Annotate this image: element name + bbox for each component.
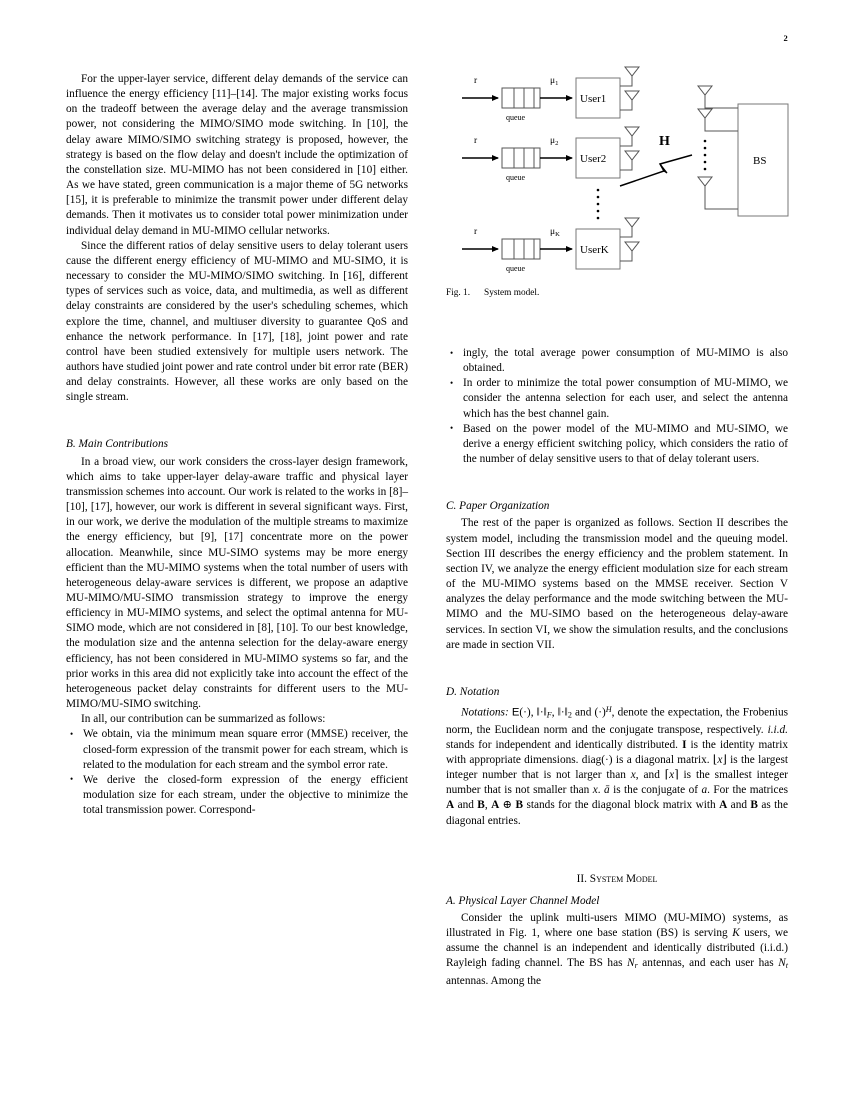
figure-system-model <box>446 64 790 314</box>
paragraph-cross-layer-design: In a broad view, our work considers the cross-layer design framework, which aims to take upper-layer delay-aware traffic and physical layer transmission schemes into account. Our work is related to the works in [8]–[10], [17], however, our work is different in several significant ways. First, in our work, we derive the modulation of the multiple streams to maximize the energy efficiency, but [9], [17] concentrate more on the power allocation. Meanwhile, since MU-SIMO systems may be more energy efficient than the MU-MIMO systems when the total number of users with heterogeneous delay-aware services is different, we propose an adaptive MU-MIMO/MU-SIMO transmission strategy to improve the energy efficiency in MU-MIMO systems, and select the optimal antenna for MU-SIMO mode, which are not considered in [8], [10]. To our best knowledge, the modulation size and the antenna selection for the delay-aware energy efficiency, has not been considered in MU-MIMO systems so far, and the prior works in this area did not explicitly take into account the effect of the heterogeneous packet delay constraints for different users to the MU-MIMO/MU-SIMO switching. <box>66 455 408 711</box>
queue-label-1: queue <box>506 113 526 122</box>
user-box-label-k: UserK <box>580 244 609 256</box>
channel-matrix-label: H <box>659 134 670 149</box>
system-model-diagram <box>446 64 790 314</box>
service-rate-label-2: $\mu_2$ <box>550 136 559 147</box>
list-item: • In order to minimize the total power consumption of MU-MIMO, we consider the antenna selection for each user, and select the antenna which has the best channel gain. <box>446 376 788 421</box>
service-rate-label-k: $\mu_K$ <box>550 227 560 238</box>
user-box-label-1: User1 <box>580 93 607 105</box>
bullet-continuation-text: ingly, the total average power consumption of MU-MIMO is also obtained. <box>463 347 788 375</box>
list-item-continuation <box>446 346 788 376</box>
section-number: II. <box>576 872 587 885</box>
page-number: 2 <box>783 33 788 43</box>
heading-notation: D. Notation <box>446 685 500 698</box>
arrival-rate-label-2: r <box>474 136 478 146</box>
user-row-2 <box>462 127 639 182</box>
service-rate-label-1: $\mu_1$ <box>550 76 559 87</box>
arrival-rate-label-1: r <box>474 76 478 86</box>
paragraph-notation: Notations: E(·), $‖\cdot‖_F$, $‖\cdot‖_2$ and $(\cdot)^H$, denote the expectation, the Frobenius norm, the Euclidean norm and the conjugate transpose, respectively. i.i.d. stands for independent and identically distributed. I is the identity matrix with appropriate dimensions. diag(·) is a diagonal matrix. ⌊x⌋ is the largest integer number that is not larger than x, and ⌈x⌉ is the smallest integer number that is not smaller than x. ā is the conjugate of a. For the matrices A and B, A ⊕ B stands for the diagonal block matrix with A and B as the diagonal entries. <box>446 704 788 827</box>
paragraph-uplink-mimo: Consider the uplink multi-users MIMO (MU-MIMO) systems, as illustrated in Fig. 1, where one base station (BS) is serving K users, we assume the channel is an independent and identically distributed (i.i.d.) Rayleigh fading channel. The BS has $N_r$ antennas, and each user has $N_t$ antennas. Among the <box>446 911 788 987</box>
notation-lead-label: Notations: <box>461 706 509 719</box>
queue-label-k: queue <box>506 264 526 273</box>
channel-link <box>620 134 692 186</box>
figure-caption-text: System model. <box>484 288 540 298</box>
figure-caption-label: Fig. 1. <box>446 288 471 298</box>
heading-main-contributions: B. Main Contributions <box>66 438 168 451</box>
heading-physical-layer-channel-model: A. Physical Layer Channel Model <box>446 894 600 907</box>
paragraph-upper-layer-service: For the upper-layer service, different delay demands of the service can influence the energy efficiency [11]–[14]. The major existing works focus on the tradeoff between the average delay and the average transmission power, not considering the MIMO/SIMO mode switching. In [10], the delay aware MIMO/SIMO switching strategy is proposed, however, the strategy is based on the flow delay and doesn't include the optimization of the constellation size. MU-MIMO has not been considered in [10] either. As we have stated, green communication is a major theme of 5G networks [15], it is preferable to minimize the transmit power under different delay demands. Then it motivates us to consider total power minimization under individual delay demand in MU-MIMO cellular networks. <box>66 73 408 237</box>
heading-section-two <box>446 872 788 887</box>
contribution-bullet-list <box>66 727 408 818</box>
bs-label: BS <box>753 155 767 167</box>
left-column <box>66 72 408 818</box>
user-row-1 <box>462 67 639 122</box>
heading-paper-organization: C. Paper Organization <box>446 500 550 513</box>
paragraph-delay-ratios: Since the different ratios of delay sensitive users to delay tolerant users cause the different energy efficiency of MU-MIMO and MU-SIMO, it is necessary to consider the MU-MIMO/SIMO switching. In [16], different types of services such as voice, data, and multimedia, as well as different delay constraints are considered by the user's scheduling schemes, which explore the time, channel, and multiuser diversity to guarantee QoS and enhance the network performance. In [17], [18], joint power and rate control have been studied extensively for multiple users network. The authors have studied joint power and rate control under bit error rate (BER) and delay constraints. However, all these works are only based on the single stream. <box>66 239 408 404</box>
section-title: System Model <box>589 872 658 885</box>
list-item: • We derive the closed-form expression of the energy efficient modulation size for each stream, under the objective to minimize the total transmission power. Correspond- <box>66 773 408 818</box>
paragraph-contribution-lead-in: In all, our contribution can be summarized as follows: <box>81 713 326 726</box>
list-item: • We obtain, via the minimum mean square error (MMSE) receiver, the closed-form expression of the transmit power for each stream, which is related to the modulation for each stream and the symbol error rate. <box>66 727 408 772</box>
vertical-ellipsis-users <box>597 189 600 220</box>
user-row-k <box>462 218 639 273</box>
base-station <box>698 86 788 216</box>
figure-caption <box>446 288 790 298</box>
queue-label-2: queue <box>506 173 526 182</box>
right-column <box>446 346 788 989</box>
list-item: • Based on the power model of the MU-MIMO and MU-SIMO, we derive a energy efficient switching policy, which considers the ratio of the number of delay sensitive users to that of delay tolerant users. <box>446 422 788 467</box>
arrival-rate-label-k: r <box>474 227 478 237</box>
vertical-ellipsis-bs <box>704 140 707 171</box>
contribution-bullet-list-continued <box>446 346 788 467</box>
user-box-label-2: User2 <box>580 153 607 165</box>
paragraph-paper-organization: The rest of the paper is organized as follows. Section II describes the system model, including the transmission model and the queuing model. Section III describes the energy efficiency and the problem statement. In section IV, we analyze the energy efficient modulation size for each stream of the MU-MIMO systems based on the MMSE receiver. Section V analyzes the delay performance and the mode switching between the MU-MIMO and the MU-SIMO based on the heterogeneous delay-aware services. In section VI, we show the simulation results, and the conclusions are made in section VII. <box>446 517 788 651</box>
